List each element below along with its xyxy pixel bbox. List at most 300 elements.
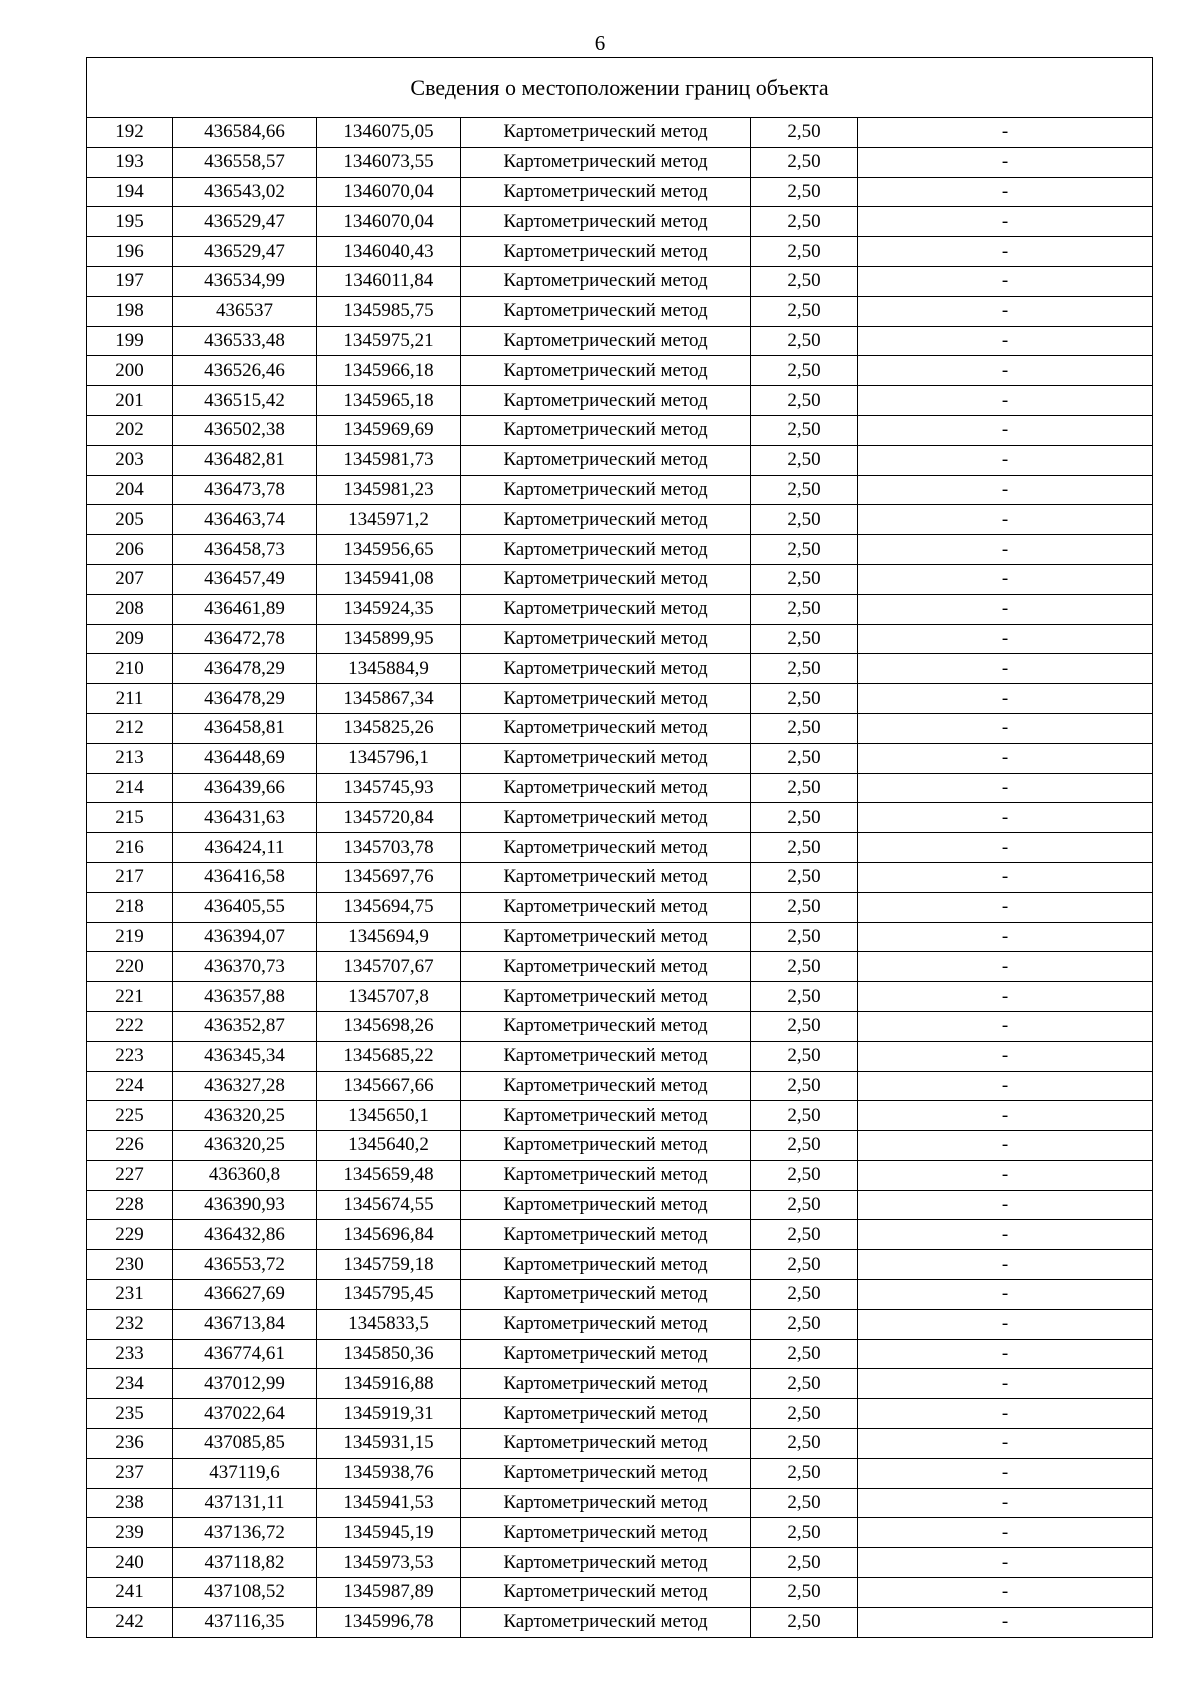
description-cell: - xyxy=(858,356,1153,386)
x-coordinate-cell: 436472,78 xyxy=(173,624,317,654)
table-row xyxy=(87,952,1153,982)
y-coordinate-cell: 1345659,48 xyxy=(317,1160,461,1190)
precision-cell: 2,50 xyxy=(751,1160,858,1190)
y-coordinate-cell: 1345833,5 xyxy=(317,1309,461,1339)
table-row xyxy=(87,564,1153,594)
y-coordinate-cell: 1345969,69 xyxy=(317,415,461,445)
y-coordinate-cell: 1346075,05 xyxy=(317,118,461,148)
y-coordinate-cell: 1345698,26 xyxy=(317,1011,461,1041)
table-row xyxy=(87,505,1153,535)
method-cell: Картометрический метод xyxy=(461,1071,751,1101)
description-cell: - xyxy=(858,1369,1153,1399)
description-cell: - xyxy=(858,594,1153,624)
method-cell: Картометрический метод xyxy=(461,713,751,743)
description-cell: - xyxy=(858,505,1153,535)
method-cell: Картометрический метод xyxy=(461,833,751,863)
description-cell: - xyxy=(858,1011,1153,1041)
description-cell: - xyxy=(858,147,1153,177)
point-number-cell: 212 xyxy=(87,713,173,743)
description-cell: - xyxy=(858,1131,1153,1161)
point-number-cell: 227 xyxy=(87,1160,173,1190)
y-coordinate-cell: 1345867,34 xyxy=(317,684,461,714)
table-row xyxy=(87,773,1153,803)
method-cell: Картометрический метод xyxy=(461,1309,751,1339)
table-row xyxy=(87,982,1153,1012)
method-cell: Картометрический метод xyxy=(461,564,751,594)
table-row xyxy=(87,1041,1153,1071)
y-coordinate-cell: 1345941,53 xyxy=(317,1488,461,1518)
method-cell: Картометрический метод xyxy=(461,535,751,565)
y-coordinate-cell: 1345694,75 xyxy=(317,892,461,922)
point-number-cell: 205 xyxy=(87,505,173,535)
point-number-cell: 237 xyxy=(87,1458,173,1488)
precision-cell: 2,50 xyxy=(751,118,858,148)
x-coordinate-cell: 436390,93 xyxy=(173,1190,317,1220)
method-cell: Картометрический метод xyxy=(461,1548,751,1578)
y-coordinate-cell: 1345996,78 xyxy=(317,1607,461,1637)
table-row xyxy=(87,475,1153,505)
point-number-cell: 224 xyxy=(87,1071,173,1101)
table-row xyxy=(87,1131,1153,1161)
x-coordinate-cell: 436394,07 xyxy=(173,922,317,952)
precision-cell: 2,50 xyxy=(751,415,858,445)
method-cell: Картометрический метод xyxy=(461,1220,751,1250)
precision-cell: 2,50 xyxy=(751,1041,858,1071)
point-number-cell: 211 xyxy=(87,684,173,714)
description-cell: - xyxy=(858,1607,1153,1637)
description-cell: - xyxy=(858,922,1153,952)
precision-cell: 2,50 xyxy=(751,1190,858,1220)
description-cell: - xyxy=(858,1578,1153,1608)
method-cell: Картометрический метод xyxy=(461,1488,751,1518)
y-coordinate-cell: 1345720,84 xyxy=(317,803,461,833)
description-cell: - xyxy=(858,803,1153,833)
precision-cell: 2,50 xyxy=(751,1578,858,1608)
precision-cell: 2,50 xyxy=(751,803,858,833)
point-number-cell: 230 xyxy=(87,1250,173,1280)
description-cell: - xyxy=(858,326,1153,356)
description-cell: - xyxy=(858,743,1153,773)
method-cell: Картометрический метод xyxy=(461,1399,751,1429)
precision-cell: 2,50 xyxy=(751,862,858,892)
table-row xyxy=(87,892,1153,922)
method-cell: Картометрический метод xyxy=(461,982,751,1012)
table-row xyxy=(87,1607,1153,1637)
precision-cell: 2,50 xyxy=(751,952,858,982)
x-coordinate-cell: 436463,74 xyxy=(173,505,317,535)
page-number: 6 xyxy=(594,31,606,55)
point-number-cell: 240 xyxy=(87,1548,173,1578)
method-cell: Картометрический метод xyxy=(461,237,751,267)
y-coordinate-cell: 1345987,89 xyxy=(317,1578,461,1608)
point-number-cell: 209 xyxy=(87,624,173,654)
y-coordinate-cell: 1345694,9 xyxy=(317,922,461,952)
x-coordinate-cell: 436448,69 xyxy=(173,743,317,773)
table-row xyxy=(87,237,1153,267)
method-cell: Картометрический метод xyxy=(461,475,751,505)
description-cell: - xyxy=(858,624,1153,654)
point-number-cell: 235 xyxy=(87,1399,173,1429)
description-cell: - xyxy=(858,564,1153,594)
point-number-cell: 219 xyxy=(87,922,173,952)
description-cell: - xyxy=(858,713,1153,743)
x-coordinate-cell: 436627,69 xyxy=(173,1280,317,1310)
y-coordinate-cell: 1345696,84 xyxy=(317,1220,461,1250)
x-coordinate-cell: 436553,72 xyxy=(173,1250,317,1280)
x-coordinate-cell: 436457,49 xyxy=(173,564,317,594)
y-coordinate-cell: 1346040,43 xyxy=(317,237,461,267)
point-number-cell: 214 xyxy=(87,773,173,803)
point-number-cell: 232 xyxy=(87,1309,173,1339)
point-number-cell: 242 xyxy=(87,1607,173,1637)
x-coordinate-cell: 436526,46 xyxy=(173,356,317,386)
table-row xyxy=(87,1518,1153,1548)
x-coordinate-cell: 437131,11 xyxy=(173,1488,317,1518)
y-coordinate-cell: 1345931,15 xyxy=(317,1429,461,1459)
point-number-cell: 223 xyxy=(87,1041,173,1071)
x-coordinate-cell: 436458,73 xyxy=(173,535,317,565)
point-number-cell: 213 xyxy=(87,743,173,773)
point-number-cell: 194 xyxy=(87,177,173,207)
y-coordinate-cell: 1345985,75 xyxy=(317,296,461,326)
point-number-cell: 231 xyxy=(87,1280,173,1310)
point-number-cell: 220 xyxy=(87,952,173,982)
x-coordinate-cell: 436352,87 xyxy=(173,1011,317,1041)
x-coordinate-cell: 436416,58 xyxy=(173,862,317,892)
precision-cell: 2,50 xyxy=(751,177,858,207)
table-row xyxy=(87,1101,1153,1131)
precision-cell: 2,50 xyxy=(751,445,858,475)
x-coordinate-cell: 437108,52 xyxy=(173,1578,317,1608)
precision-cell: 2,50 xyxy=(751,1458,858,1488)
point-number-cell: 196 xyxy=(87,237,173,267)
y-coordinate-cell: 1345796,1 xyxy=(317,743,461,773)
y-coordinate-cell: 1345919,31 xyxy=(317,1399,461,1429)
method-cell: Картометрический метод xyxy=(461,207,751,237)
description-cell: - xyxy=(858,1488,1153,1518)
precision-cell: 2,50 xyxy=(751,326,858,356)
point-number-cell: 200 xyxy=(87,356,173,386)
method-cell: Картометрический метод xyxy=(461,892,751,922)
table-row xyxy=(87,803,1153,833)
table-row xyxy=(87,594,1153,624)
x-coordinate-cell: 436774,61 xyxy=(173,1339,317,1369)
table-row xyxy=(87,1399,1153,1429)
y-coordinate-cell: 1345945,19 xyxy=(317,1518,461,1548)
x-coordinate-cell: 436502,38 xyxy=(173,415,317,445)
description-cell: - xyxy=(858,177,1153,207)
precision-cell: 2,50 xyxy=(751,892,858,922)
x-coordinate-cell: 437118,82 xyxy=(173,1548,317,1578)
y-coordinate-cell: 1345884,9 xyxy=(317,654,461,684)
description-cell: - xyxy=(858,535,1153,565)
table-row xyxy=(87,177,1153,207)
x-coordinate-cell: 436533,48 xyxy=(173,326,317,356)
description-cell: - xyxy=(858,982,1153,1012)
precision-cell: 2,50 xyxy=(751,684,858,714)
point-number-cell: 206 xyxy=(87,535,173,565)
table-row xyxy=(87,862,1153,892)
method-cell: Картометрический метод xyxy=(461,1011,751,1041)
y-coordinate-cell: 1345667,66 xyxy=(317,1071,461,1101)
precision-cell: 2,50 xyxy=(751,1488,858,1518)
point-number-cell: 195 xyxy=(87,207,173,237)
point-number-cell: 203 xyxy=(87,445,173,475)
table-row xyxy=(87,1280,1153,1310)
table-row xyxy=(87,1548,1153,1578)
description-cell: - xyxy=(858,1429,1153,1459)
method-cell: Картометрический метод xyxy=(461,1369,751,1399)
table-row xyxy=(87,535,1153,565)
point-number-cell: 202 xyxy=(87,415,173,445)
precision-cell: 2,50 xyxy=(751,1309,858,1339)
x-coordinate-cell: 436478,29 xyxy=(173,684,317,714)
x-coordinate-cell: 436357,88 xyxy=(173,982,317,1012)
y-coordinate-cell: 1346070,04 xyxy=(317,207,461,237)
point-number-cell: 228 xyxy=(87,1190,173,1220)
y-coordinate-cell: 1345916,88 xyxy=(317,1369,461,1399)
y-coordinate-cell: 1345650,1 xyxy=(317,1101,461,1131)
description-cell: - xyxy=(858,1190,1153,1220)
method-cell: Картометрический метод xyxy=(461,505,751,535)
method-cell: Картометрический метод xyxy=(461,1101,751,1131)
point-number-cell: 204 xyxy=(87,475,173,505)
precision-cell: 2,50 xyxy=(751,266,858,296)
table-row xyxy=(87,415,1153,445)
description-cell: - xyxy=(858,1160,1153,1190)
precision-cell: 2,50 xyxy=(751,982,858,1012)
precision-cell: 2,50 xyxy=(751,296,858,326)
table-row xyxy=(87,1250,1153,1280)
point-number-cell: 215 xyxy=(87,803,173,833)
y-coordinate-cell: 1345971,2 xyxy=(317,505,461,535)
method-cell: Картометрический метод xyxy=(461,147,751,177)
method-cell: Картометрический метод xyxy=(461,1339,751,1369)
precision-cell: 2,50 xyxy=(751,237,858,267)
method-cell: Картометрический метод xyxy=(461,773,751,803)
point-number-cell: 199 xyxy=(87,326,173,356)
x-coordinate-cell: 436432,86 xyxy=(173,1220,317,1250)
x-coordinate-cell: 436529,47 xyxy=(173,207,317,237)
precision-cell: 2,50 xyxy=(751,1250,858,1280)
method-cell: Картометрический метод xyxy=(461,1250,751,1280)
description-cell: - xyxy=(858,386,1153,416)
description-cell: - xyxy=(858,237,1153,267)
precision-cell: 2,50 xyxy=(751,505,858,535)
method-cell: Картометрический метод xyxy=(461,654,751,684)
x-coordinate-cell: 436424,11 xyxy=(173,833,317,863)
y-coordinate-cell: 1345707,67 xyxy=(317,952,461,982)
table-row xyxy=(87,1458,1153,1488)
description-cell: - xyxy=(858,1339,1153,1369)
x-coordinate-cell: 437119,6 xyxy=(173,1458,317,1488)
y-coordinate-cell: 1345981,73 xyxy=(317,445,461,475)
method-cell: Картометрический метод xyxy=(461,1190,751,1220)
method-cell: Картометрический метод xyxy=(461,1131,751,1161)
precision-cell: 2,50 xyxy=(751,1429,858,1459)
y-coordinate-cell: 1345707,8 xyxy=(317,982,461,1012)
x-coordinate-cell: 437012,99 xyxy=(173,1369,317,1399)
point-number-cell: 234 xyxy=(87,1369,173,1399)
description-cell: - xyxy=(858,1041,1153,1071)
x-coordinate-cell: 436405,55 xyxy=(173,892,317,922)
x-coordinate-cell: 436584,66 xyxy=(173,118,317,148)
x-coordinate-cell: 436529,47 xyxy=(173,237,317,267)
x-coordinate-cell: 436320,25 xyxy=(173,1131,317,1161)
table-row xyxy=(87,207,1153,237)
method-cell: Картометрический метод xyxy=(461,684,751,714)
description-cell: - xyxy=(858,445,1153,475)
point-number-cell: 225 xyxy=(87,1101,173,1131)
table-row xyxy=(87,1369,1153,1399)
y-coordinate-cell: 1345899,95 xyxy=(317,624,461,654)
description-cell: - xyxy=(858,1399,1153,1429)
description-cell: - xyxy=(858,1101,1153,1131)
y-coordinate-cell: 1345795,45 xyxy=(317,1280,461,1310)
precision-cell: 2,50 xyxy=(751,535,858,565)
method-cell: Картометрический метод xyxy=(461,922,751,952)
method-cell: Картометрический метод xyxy=(461,803,751,833)
table-row xyxy=(87,118,1153,148)
method-cell: Картометрический метод xyxy=(461,415,751,445)
table-row xyxy=(87,713,1153,743)
description-cell: - xyxy=(858,118,1153,148)
precision-cell: 2,50 xyxy=(751,1548,858,1578)
x-coordinate-cell: 436431,63 xyxy=(173,803,317,833)
y-coordinate-cell: 1345674,55 xyxy=(317,1190,461,1220)
point-number-cell: 218 xyxy=(87,892,173,922)
point-number-cell: 197 xyxy=(87,266,173,296)
method-cell: Картометрический метод xyxy=(461,862,751,892)
precision-cell: 2,50 xyxy=(751,743,858,773)
point-number-cell: 216 xyxy=(87,833,173,863)
precision-cell: 2,50 xyxy=(751,1011,858,1041)
precision-cell: 2,50 xyxy=(751,207,858,237)
y-coordinate-cell: 1345640,2 xyxy=(317,1131,461,1161)
x-coordinate-cell: 436534,99 xyxy=(173,266,317,296)
method-cell: Картометрический метод xyxy=(461,356,751,386)
y-coordinate-cell: 1345938,76 xyxy=(317,1458,461,1488)
y-coordinate-cell: 1345924,35 xyxy=(317,594,461,624)
y-coordinate-cell: 1345703,78 xyxy=(317,833,461,863)
method-cell: Картометрический метод xyxy=(461,445,751,475)
description-cell: - xyxy=(858,475,1153,505)
description-cell: - xyxy=(858,1548,1153,1578)
x-coordinate-cell: 437116,35 xyxy=(173,1607,317,1637)
table-row xyxy=(87,386,1153,416)
table-row xyxy=(87,1071,1153,1101)
y-coordinate-cell: 1345966,18 xyxy=(317,356,461,386)
table-row xyxy=(87,326,1153,356)
x-coordinate-cell: 436320,25 xyxy=(173,1101,317,1131)
precision-cell: 2,50 xyxy=(751,147,858,177)
method-cell: Картометрический метод xyxy=(461,1280,751,1310)
description-cell: - xyxy=(858,266,1153,296)
y-coordinate-cell: 1345697,76 xyxy=(317,862,461,892)
table-row xyxy=(87,1429,1153,1459)
method-cell: Картометрический метод xyxy=(461,1518,751,1548)
point-number-cell: 207 xyxy=(87,564,173,594)
point-number-cell: 229 xyxy=(87,1220,173,1250)
x-coordinate-cell: 436439,66 xyxy=(173,773,317,803)
y-coordinate-cell: 1345981,23 xyxy=(317,475,461,505)
table-row xyxy=(87,743,1153,773)
x-coordinate-cell: 436360,8 xyxy=(173,1160,317,1190)
x-coordinate-cell: 436461,89 xyxy=(173,594,317,624)
y-coordinate-cell: 1345759,18 xyxy=(317,1250,461,1280)
precision-cell: 2,50 xyxy=(751,654,858,684)
y-coordinate-cell: 1346073,55 xyxy=(317,147,461,177)
precision-cell: 2,50 xyxy=(751,833,858,863)
boundary-coordinates-table xyxy=(86,57,1153,1638)
method-cell: Картометрический метод xyxy=(461,386,751,416)
description-cell: - xyxy=(858,833,1153,863)
precision-cell: 2,50 xyxy=(751,1071,858,1101)
y-coordinate-cell: 1345973,53 xyxy=(317,1548,461,1578)
method-cell: Картометрический метод xyxy=(461,326,751,356)
table-row xyxy=(87,624,1153,654)
description-cell: - xyxy=(858,415,1153,445)
method-cell: Картометрический метод xyxy=(461,177,751,207)
table-row xyxy=(87,1309,1153,1339)
x-coordinate-cell: 436543,02 xyxy=(173,177,317,207)
y-coordinate-cell: 1345825,26 xyxy=(317,713,461,743)
point-number-cell: 208 xyxy=(87,594,173,624)
description-cell: - xyxy=(858,892,1153,922)
y-coordinate-cell: 1345965,18 xyxy=(317,386,461,416)
table-row xyxy=(87,1578,1153,1608)
x-coordinate-cell: 436482,81 xyxy=(173,445,317,475)
precision-cell: 2,50 xyxy=(751,594,858,624)
description-cell: - xyxy=(858,1250,1153,1280)
method-cell: Картометрический метод xyxy=(461,1041,751,1071)
table-row xyxy=(87,356,1153,386)
description-cell: - xyxy=(858,1280,1153,1310)
description-cell: - xyxy=(858,773,1153,803)
precision-cell: 2,50 xyxy=(751,1518,858,1548)
point-number-cell: 233 xyxy=(87,1339,173,1369)
y-coordinate-cell: 1345745,93 xyxy=(317,773,461,803)
precision-cell: 2,50 xyxy=(751,564,858,594)
x-coordinate-cell: 436327,28 xyxy=(173,1071,317,1101)
method-cell: Картометрический метод xyxy=(461,266,751,296)
y-coordinate-cell: 1346011,84 xyxy=(317,266,461,296)
x-coordinate-cell: 437136,72 xyxy=(173,1518,317,1548)
x-coordinate-cell: 436558,57 xyxy=(173,147,317,177)
description-cell: - xyxy=(858,1518,1153,1548)
point-number-cell: 210 xyxy=(87,654,173,684)
point-number-cell: 222 xyxy=(87,1011,173,1041)
table-row xyxy=(87,296,1153,326)
precision-cell: 2,50 xyxy=(751,1607,858,1637)
precision-cell: 2,50 xyxy=(751,1220,858,1250)
x-coordinate-cell: 436537 xyxy=(173,296,317,326)
point-number-cell: 198 xyxy=(87,296,173,326)
precision-cell: 2,50 xyxy=(751,1339,858,1369)
y-coordinate-cell: 1345975,21 xyxy=(317,326,461,356)
method-cell: Картометрический метод xyxy=(461,952,751,982)
table-row xyxy=(87,1160,1153,1190)
description-cell: - xyxy=(858,654,1153,684)
table-row xyxy=(87,1220,1153,1250)
description-cell: - xyxy=(858,1309,1153,1339)
x-coordinate-cell: 436370,73 xyxy=(173,952,317,982)
x-coordinate-cell: 436478,29 xyxy=(173,654,317,684)
precision-cell: 2,50 xyxy=(751,1369,858,1399)
precision-cell: 2,50 xyxy=(751,713,858,743)
description-cell: - xyxy=(858,684,1153,714)
precision-cell: 2,50 xyxy=(751,1399,858,1429)
